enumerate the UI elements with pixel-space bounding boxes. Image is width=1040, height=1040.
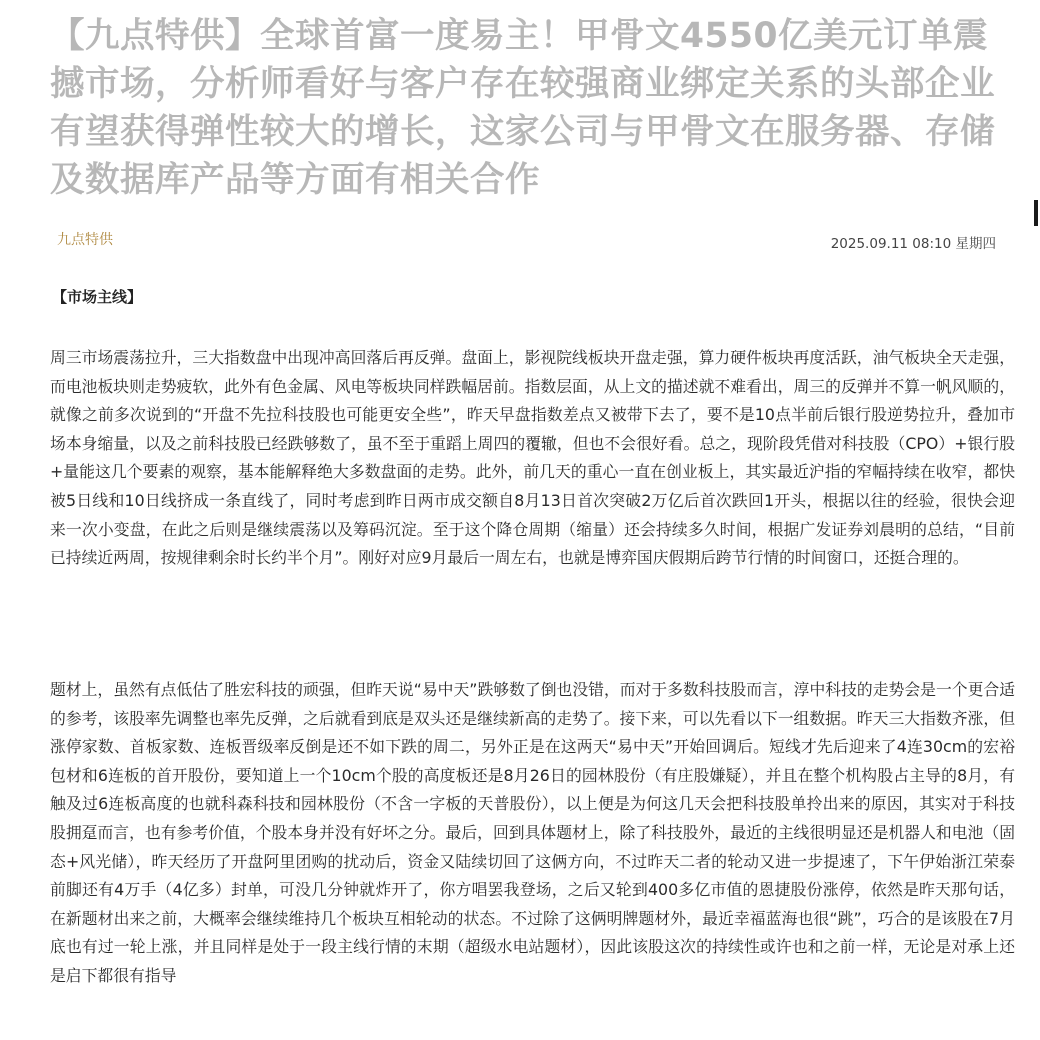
section-label: 【市场主线】 (52, 288, 143, 306)
article-paragraph: 题材上，虽然有点低估了胜宏科技的顽强，但昨天说“易中天”跌够数了倒也没错，而对于多数科技股而言，淳中科技的走势会是一个更合适的参考，该股率先调整也率先反弹，之后就看到底是双头还是继续新高的走势了。接下来，可以先看以下一组数据。昨天三大指数齐涨，但涨停家数、首板家数、连板晋级率反倒是还不如下跌的周二，另外正是在这两天“易中天”开始回调后。短线才先后迎来了4连30cm的宏裕包材和6连板的首开股份，要知道上一个10cm个股的高度板还是8月26日的园林股份（有庄股嫌疑），并且在整个机构股占主导的8月，有触及过6连板高度的也就科森科技和园林股份（不含一字板的天普股份），以上便是为何这几天会把科技股单拎出来的原因，其实对于科技股拥趸而言，也有参考价值，个股本身并没有好坏之分。最后，回到具体题材上，除了科技股外，最近的主线很明显还是机器人和电池（固态+风光储），昨天经历了开盘阿里团购的扰动后，资金又陆续切回了这俩方向，不过昨天二者的轮动又进一步提速了，下午伊始浙江荣泰前脚还有4万手（4亿多）封单，可没几分钟就炸开了，你方唱罢我登场，之后又轮到400多亿市值的恩捷股份涨停，依然是昨天那句话，在新题材出来之前，大概率会继续维持几个板块互相轮动的状态。不过除了这俩明牌题材外，最近幸福蓝海也很“跳”，巧合的是该股在7月底也有过一轮上涨，并且同样是处于一段主线行情的末期（超级水电站题材），因此该股这次的持续性或许也和之前一样，无论是对承上还是启下都很有指导 (50, 680, 1015, 985)
article-source-link[interactable]: 九点特供 (57, 232, 113, 248)
article-title: 【九点特供】全球首富一度易主！甲骨文4550亿美元订单震撼市场，分析师看好与客户存在较强商业绑定关系的头部企业有望获得弹性较大的增长，这家公司与甲骨文在服务器、存储及数据库产品等方面有相关合作 (50, 16, 995, 200)
article-datetime: 2025.09.11 08:10 星期四 (830, 236, 996, 252)
article-paragraph: 周三市场震荡拉升，三大指数盘中出现冲高回落后再反弹。盘面上，影视院线板块开盘走强，算力硬件板块再度活跃，油气板块全天走强，而电池板块则走势疲软，此外有色金属、风电等板块同样跌幅居前。指数层面，从上文的描述就不难看出，周三的反弹并不算一帆风顺的，就像之前多次说到的“开盘不先拉科技股也可能更安全些”，昨天早盘指数差点又被带下去了，要不是10点半前后银行股逆势拉升，叠加市场本身缩量，以及之前科技股已经跌够数了，虽不至于重蹈上周四的覆辙，但也不会很好看。总之，现阶段凭借对科技股（CPO）+银行股+量能这几个要素的观察，基本能解释绝大多数盘面的走势。此外，前几天的重心一直在创业板上，其实最近沪指的窄幅持续在收窄，都快被5日线和10日线挤成一条直线了，同时考虑到昨日两市成交额自8月13日首次突破2万亿后首次跌回1开头，根据以往的经验，很快会迎来一次小变盘，在此之后则是继续震荡以及筹码沉淀。至于这个降仓周期（缩量）还会持续多久时间，根据广发证券刘晨明的总结，“目前已持续近两周，按规律剩余时长约半个月”。刚好对应9月最后一周左右，也就是博弈国庆假期后跨节行情的时间窗口，还挺合理的。 (50, 348, 1015, 568)
scroll-marker (1034, 200, 1038, 226)
